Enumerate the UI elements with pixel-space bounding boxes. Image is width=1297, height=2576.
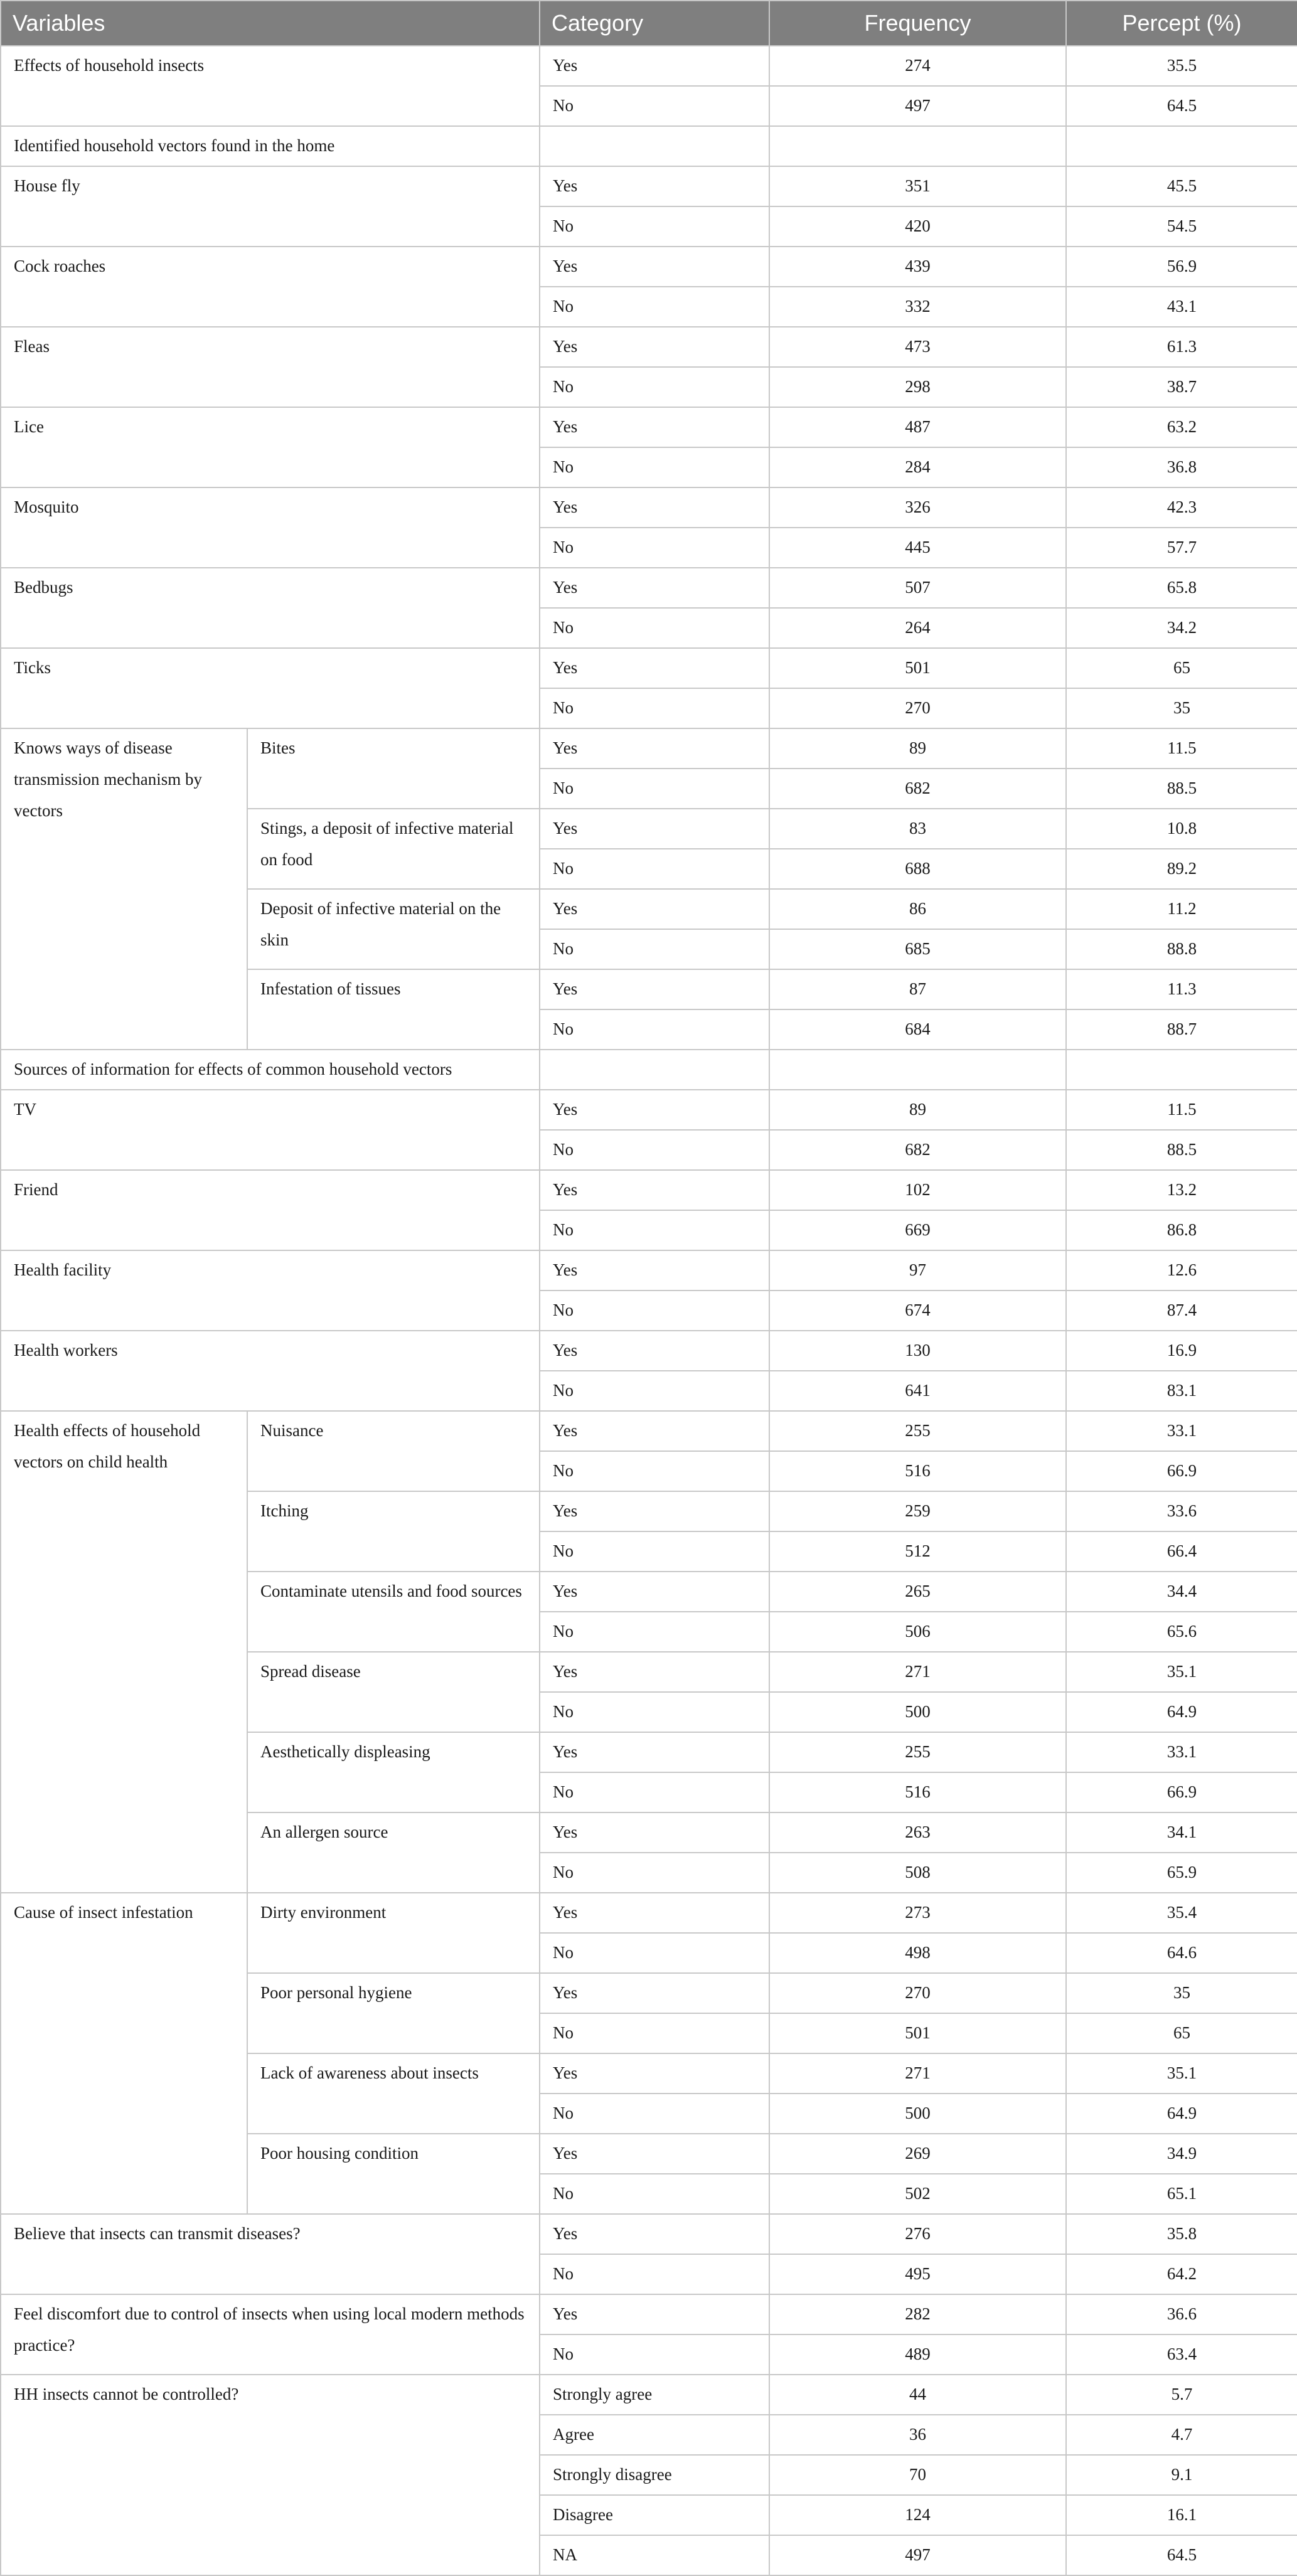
category-cell: No [540,447,769,487]
subvariable-label: Lack of awareness about insects [247,2053,540,2134]
category-cell: Disagree [540,2495,769,2535]
frequency-cell: 255 [769,1732,1066,1772]
frequency-cell: 684 [769,1009,1066,1050]
frequency-cell: 97 [769,1250,1066,1291]
frequency-cell: 500 [769,1692,1066,1732]
variable-label: Effects of household insects [1,46,540,126]
category-cell: Yes [540,1812,769,1853]
variable-label: Health facility [1,1250,540,1331]
category-cell: No [540,929,769,969]
percent-cell: 64.2 [1066,2254,1297,2294]
variable-label: Knows ways of disease transmission mechanism by vectors [1,728,247,1050]
subvariable-label: Nuisance [247,1411,540,1491]
category-cell: Yes [540,407,769,447]
subvariable-label: Stings, a deposit of infective material on food [247,809,540,889]
category-cell: No [540,367,769,407]
percent-cell: 11.2 [1066,889,1297,929]
percent-cell: 64.9 [1066,1692,1297,1732]
percent-cell: 66.9 [1066,1451,1297,1491]
frequency-cell: 445 [769,528,1066,568]
percent-cell: 87.4 [1066,1291,1297,1331]
table-row [1,1170,1297,1210]
table-row [1,568,1297,608]
frequency-cell: 255 [769,1411,1066,1451]
category-cell: No [540,1009,769,1050]
category-cell: Yes [540,1652,769,1692]
percent-cell: 35.1 [1066,1652,1297,1692]
category-cell: Yes [540,1411,769,1451]
percent-cell: 65.1 [1066,2174,1297,2214]
category-cell: No [540,1291,769,1331]
frequency-cell: 271 [769,2053,1066,2094]
percent-cell: 65.9 [1066,1853,1297,1893]
header-row [1,1,1297,46]
percent-cell: 35.5 [1066,46,1297,86]
subvariable-label: Contaminate utensils and food sources [247,1572,540,1652]
frequency-cell: 495 [769,2254,1066,2294]
percent-cell: 5.7 [1066,2375,1297,2415]
frequency-cell: 263 [769,1812,1066,1853]
variable-label: Health effects of household vectors on child health [1,1411,247,1893]
category-cell: No [540,1210,769,1250]
category-cell: No [540,1772,769,1812]
category-cell: No [540,849,769,889]
category-cell: Yes [540,1732,769,1772]
variable-label: Lice [1,407,540,487]
variable-label: Health workers [1,1331,540,1411]
percent-cell: 9.1 [1066,2455,1297,2495]
percent-cell: 13.2 [1066,1170,1297,1210]
frequency-cell: 326 [769,487,1066,528]
frequency-cell: 70 [769,2455,1066,2495]
frequency-cell: 507 [769,568,1066,608]
variable-label: Cause of insect infestation [1,1893,247,2214]
percent-cell: 63.4 [1066,2334,1297,2375]
percent-cell: 33.6 [1066,1491,1297,1531]
percent-cell: 10.8 [1066,809,1297,849]
frequency-cell: 270 [769,1973,1066,2013]
category-cell: No [540,287,769,327]
category-cell: Yes [540,1090,769,1130]
percent-cell: 88.5 [1066,769,1297,809]
percent-cell: 64.5 [1066,86,1297,126]
percent-cell: 64.5 [1066,2535,1297,2575]
percent-cell: 12.6 [1066,1250,1297,1291]
variable-label: Fleas [1,327,540,407]
variable-label: Ticks [1,648,540,728]
category-cell: Yes [540,1250,769,1291]
empty-cell [540,126,769,166]
category-cell: Yes [540,1973,769,2013]
variable-label: Feel discomfort due to control of insects when using local modern methods practice? [1,2294,540,2375]
percent-cell: 43.1 [1066,287,1297,327]
table-row [1,1411,1297,1451]
subvariable-label: Spread disease [247,1652,540,1732]
percent-cell: 64.9 [1066,2094,1297,2134]
percent-cell: 16.9 [1066,1331,1297,1371]
category-cell: Yes [540,2053,769,2094]
header-variables: Variables [1,1,540,46]
category-cell: No [540,2013,769,2053]
empty-cell [1066,126,1297,166]
table-row [1,1250,1297,1291]
table-row [1,1893,1297,1933]
header-frequency: Frequency [769,1,1066,46]
percent-cell: 63.2 [1066,407,1297,447]
subvariable-label: Poor personal hygiene [247,1973,540,2053]
frequency-cell: 420 [769,206,1066,247]
category-cell: Yes [540,1893,769,1933]
percent-cell: 33.1 [1066,1411,1297,1451]
category-cell: No [540,86,769,126]
percent-cell: 16.1 [1066,2495,1297,2535]
percent-cell: 83.1 [1066,1371,1297,1411]
percent-cell: 11.5 [1066,728,1297,769]
frequency-cell: 497 [769,2535,1066,2575]
frequency-cell: 273 [769,1893,1066,1933]
frequency-cell: 124 [769,2495,1066,2535]
variable-label: Friend [1,1170,540,1250]
section-label: Sources of information for effects of common household vectors [1,1050,540,1090]
percent-cell: 65.8 [1066,568,1297,608]
percent-cell: 34.4 [1066,1572,1297,1612]
frequency-cell: 473 [769,327,1066,367]
variable-label: Mosquito [1,487,540,568]
frequency-cell: 265 [769,1572,1066,1612]
frequency-cell: 89 [769,728,1066,769]
subvariable-label: Bites [247,728,540,809]
frequency-cell: 500 [769,2094,1066,2134]
header-percent: Percept (%) [1066,1,1297,46]
subvariable-label: Aesthetically displeasing [247,1732,540,1812]
section-label: Identified household vectors found in the home [1,126,540,166]
category-cell: No [540,2174,769,2214]
category-cell: Strongly agree [540,2375,769,2415]
frequency-cell: 130 [769,1331,1066,1371]
category-cell: Yes [540,1331,769,1371]
category-cell: Yes [540,46,769,86]
percent-cell: 88.7 [1066,1009,1297,1050]
category-cell: Yes [540,2134,769,2174]
table-row [1,1331,1297,1371]
category-cell: Yes [540,2294,769,2334]
table-row [1,1090,1297,1130]
frequency-cell: 332 [769,287,1066,327]
frequency-cell: 502 [769,2174,1066,2214]
category-cell: Agree [540,2415,769,2455]
subvariable-label: Infestation of tissues [247,969,540,1050]
category-cell: No [540,2334,769,2375]
frequency-cell: 264 [769,608,1066,648]
percent-cell: 35.1 [1066,2053,1297,2094]
category-cell: No [540,2254,769,2294]
category-cell: No [540,1130,769,1170]
frequency-cell: 269 [769,2134,1066,2174]
subvariable-label: Poor housing condition [247,2134,540,2214]
percent-cell: 66.4 [1066,1531,1297,1572]
frequency-cell: 501 [769,648,1066,688]
frequency-cell: 351 [769,166,1066,206]
percent-cell: 35.8 [1066,2214,1297,2254]
table-header [1,1,1297,46]
category-cell: No [540,1451,769,1491]
frequency-cell: 439 [769,247,1066,287]
table-row [1,166,1297,206]
percent-cell: 54.5 [1066,206,1297,247]
category-cell: Yes [540,247,769,287]
frequency-cell: 102 [769,1170,1066,1210]
frequency-cell: 688 [769,849,1066,889]
percent-cell: 88.5 [1066,1130,1297,1170]
frequency-cell: 508 [769,1853,1066,1893]
frequency-cell: 516 [769,1451,1066,1491]
frequency-cell: 44 [769,2375,1066,2415]
percent-cell: 35 [1066,1973,1297,2013]
percent-cell: 65.6 [1066,1612,1297,1652]
frequency-cell: 497 [769,86,1066,126]
percent-cell: 35 [1066,688,1297,728]
percent-cell: 38.7 [1066,367,1297,407]
percent-cell: 65 [1066,2013,1297,2053]
percent-cell: 35.4 [1066,1893,1297,1933]
percent-cell: 11.5 [1066,1090,1297,1130]
percent-cell: 86.8 [1066,1210,1297,1250]
section-row [1,126,1297,166]
category-cell: No [540,1612,769,1652]
frequency-cell: 284 [769,447,1066,487]
frequency-cell: 516 [769,1772,1066,1812]
percent-cell: 64.6 [1066,1933,1297,1973]
subvariable-label: Itching [247,1491,540,1572]
percent-cell: 36.8 [1066,447,1297,487]
percent-cell: 61.3 [1066,327,1297,367]
frequency-cell: 259 [769,1491,1066,1531]
frequency-cell: 669 [769,1210,1066,1250]
table-row [1,247,1297,287]
subvariable-label: Deposit of infective material on the skin [247,889,540,969]
percent-cell: 56.9 [1066,247,1297,287]
category-cell: No [540,769,769,809]
category-cell: Yes [540,648,769,688]
variable-label: Believe that insects can transmit diseases? [1,2214,540,2294]
percent-cell: 65 [1066,648,1297,688]
category-cell: No [540,528,769,568]
category-cell: Yes [540,809,769,849]
frequency-cell: 270 [769,688,1066,728]
category-cell: Yes [540,889,769,929]
category-cell: Yes [540,487,769,528]
category-cell: Yes [540,2214,769,2254]
frequency-cell: 685 [769,929,1066,969]
frequency-cell: 506 [769,1612,1066,1652]
category-cell: No [540,2094,769,2134]
category-cell: No [540,688,769,728]
percent-cell: 42.3 [1066,487,1297,528]
category-cell: No [540,1692,769,1732]
frequency-cell: 489 [769,2334,1066,2375]
table-row [1,728,1297,769]
subvariable-label: An allergen source [247,1812,540,1893]
category-cell: No [540,206,769,247]
category-cell: Yes [540,969,769,1009]
table-row [1,2294,1297,2334]
table-row [1,327,1297,367]
section-row [1,1050,1297,1090]
table-row [1,2214,1297,2254]
percent-cell: 33.1 [1066,1732,1297,1772]
frequency-cell: 674 [769,1291,1066,1331]
percent-cell: 36.6 [1066,2294,1297,2334]
category-cell: No [540,1531,769,1572]
percent-cell: 34.2 [1066,608,1297,648]
percent-cell: 57.7 [1066,528,1297,568]
empty-cell [1066,1050,1297,1090]
category-cell: Yes [540,1491,769,1531]
category-cell: Yes [540,166,769,206]
table-row [1,487,1297,528]
empty-cell [769,1050,1066,1090]
variable-label: TV [1,1090,540,1170]
variable-label: Cock roaches [1,247,540,327]
frequency-cell: 512 [769,1531,1066,1572]
variable-label: House fly [1,166,540,247]
subvariable-label: Dirty environment [247,1893,540,1973]
percent-cell: 34.1 [1066,1812,1297,1853]
variable-label: HH insects cannot be controlled? [1,2375,540,2575]
frequency-cell: 86 [769,889,1066,929]
frequency-cell: 87 [769,969,1066,1009]
frequency-cell: 89 [769,1090,1066,1130]
frequency-cell: 271 [769,1652,1066,1692]
frequency-cell: 282 [769,2294,1066,2334]
variable-label: Bedbugs [1,568,540,648]
table-row [1,648,1297,688]
category-cell: No [540,1853,769,1893]
category-cell: Strongly disagree [540,2455,769,2495]
percent-cell: 45.5 [1066,166,1297,206]
frequency-cell: 36 [769,2415,1066,2455]
category-cell: Yes [540,1170,769,1210]
frequency-cell: 682 [769,769,1066,809]
header-category: Category [540,1,769,46]
frequency-cell: 276 [769,2214,1066,2254]
empty-cell [540,1050,769,1090]
category-cell: NA [540,2535,769,2575]
percent-cell: 89.2 [1066,849,1297,889]
frequency-cell: 298 [769,367,1066,407]
table-body [1,46,1297,2575]
table-row [1,2375,1297,2415]
frequency-cell: 83 [769,809,1066,849]
table-row [1,407,1297,447]
category-cell: Yes [540,728,769,769]
percent-cell: 11.3 [1066,969,1297,1009]
empty-cell [769,126,1066,166]
frequency-cell: 682 [769,1130,1066,1170]
category-cell: No [540,1933,769,1973]
table-row [1,46,1297,86]
category-cell: No [540,1371,769,1411]
frequency-cell: 487 [769,407,1066,447]
frequency-cell: 498 [769,1933,1066,1973]
frequency-cell: 501 [769,2013,1066,2053]
category-cell: No [540,608,769,648]
percent-cell: 4.7 [1066,2415,1297,2455]
category-cell: Yes [540,327,769,367]
percent-cell: 66.9 [1066,1772,1297,1812]
frequency-cell: 641 [769,1371,1066,1411]
percent-cell: 88.8 [1066,929,1297,969]
percent-cell: 34.9 [1066,2134,1297,2174]
category-cell: Yes [540,568,769,608]
category-cell: Yes [540,1572,769,1612]
frequency-cell: 274 [769,46,1066,86]
